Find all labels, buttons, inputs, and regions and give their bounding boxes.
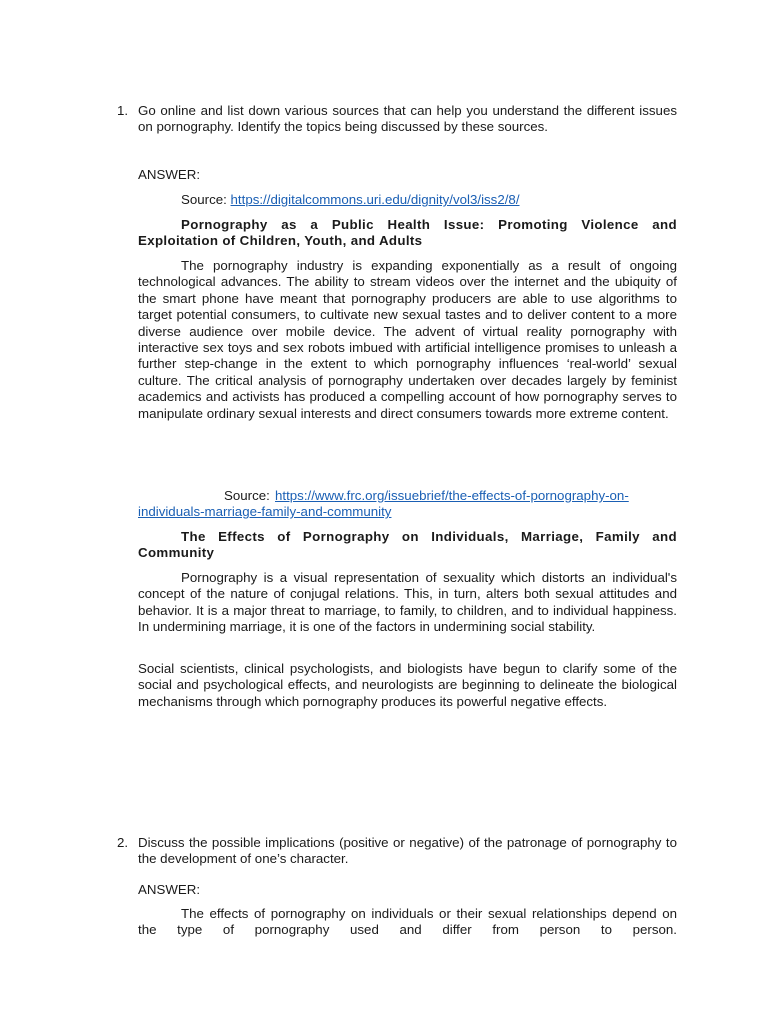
source-line: [181, 192, 520, 208]
source-link[interactable]: https://digitalcommons.uri.edu/dignity/vol3/iss2/8/: [230, 192, 520, 207]
source-paragraph: The pornography industry is expanding exponentially as a result of ongoing technological advances. The ability to stream videos over the internet and the ubiquity of the smart phone have meant that pornography producers are able to use algorithms to target potential consumers, to cultivate new sexual tastes and to deliver content to a more diverse audience over mobile device. The advent of virtual reality pornography with interactive sex toys and sex robots imbued with artificial intelligence promises to unleash a further step-change in the extent to which pornography influences ‘real-world’ sexual culture. The critical analysis of pornography undertaken over decades largely by feminist academics and activists has produced a compelling account of how pornography serves to manipulate ordinary sexual interests and direct consumers towards more extreme content.: [138, 258, 677, 421]
question-text: Discuss the possible implications (positive or negative) of the patronage of pornography to the development of one’s character.: [138, 835, 677, 867]
answer-paragraph: The effects of pornography on individuals or their sexual relationships depend on the type of pornography used and differ from person to person.: [138, 906, 677, 938]
source-link[interactable]: https://www.frc.org/issuebrief/the-effects-of-pornography-on-individuals-marriage-family-and-community: [138, 488, 629, 520]
source-line: [138, 488, 677, 521]
question-number: 2.: [117, 835, 129, 850]
source-title: Pornography as a Public Health Issue: Promoting Violence and Exploitation of Children, Youth, and Adults: [138, 217, 677, 249]
source-paragraph: Pornography is a visual representation of sexuality which distorts an individual's concept of the nature of conjugal relations. This, in turn, alters both sexual attitudes and behavior. It is a major threat to marriage, to family, to children, and to individual happiness. In undermining marriage, it is one of the factors in undermining social stability.: [138, 570, 677, 635]
question-number: 1.: [117, 103, 129, 118]
question-2: [117, 835, 677, 868]
question-text: Go online and list down various sources that can help you understand the different issues on pornography. Identify the topics being discussed by these sources.: [138, 103, 677, 135]
source-label: Source:: [224, 488, 270, 503]
source-label: Source:: [181, 192, 227, 207]
question-1: [117, 103, 677, 136]
answer-label: ANSWER:: [138, 167, 201, 182]
source-title: The Effects of Pornography on Individuals, Marriage, Family and Community: [138, 529, 677, 561]
answer-label: ANSWER:: [138, 882, 201, 897]
source-paragraph: Social scientists, clinical psychologists, and biologists have begun to clarify some of the social and psychological effects, and neurologists are beginning to delineate the biological mechanisms through which pornography produces its powerful negative effects.: [138, 661, 677, 709]
